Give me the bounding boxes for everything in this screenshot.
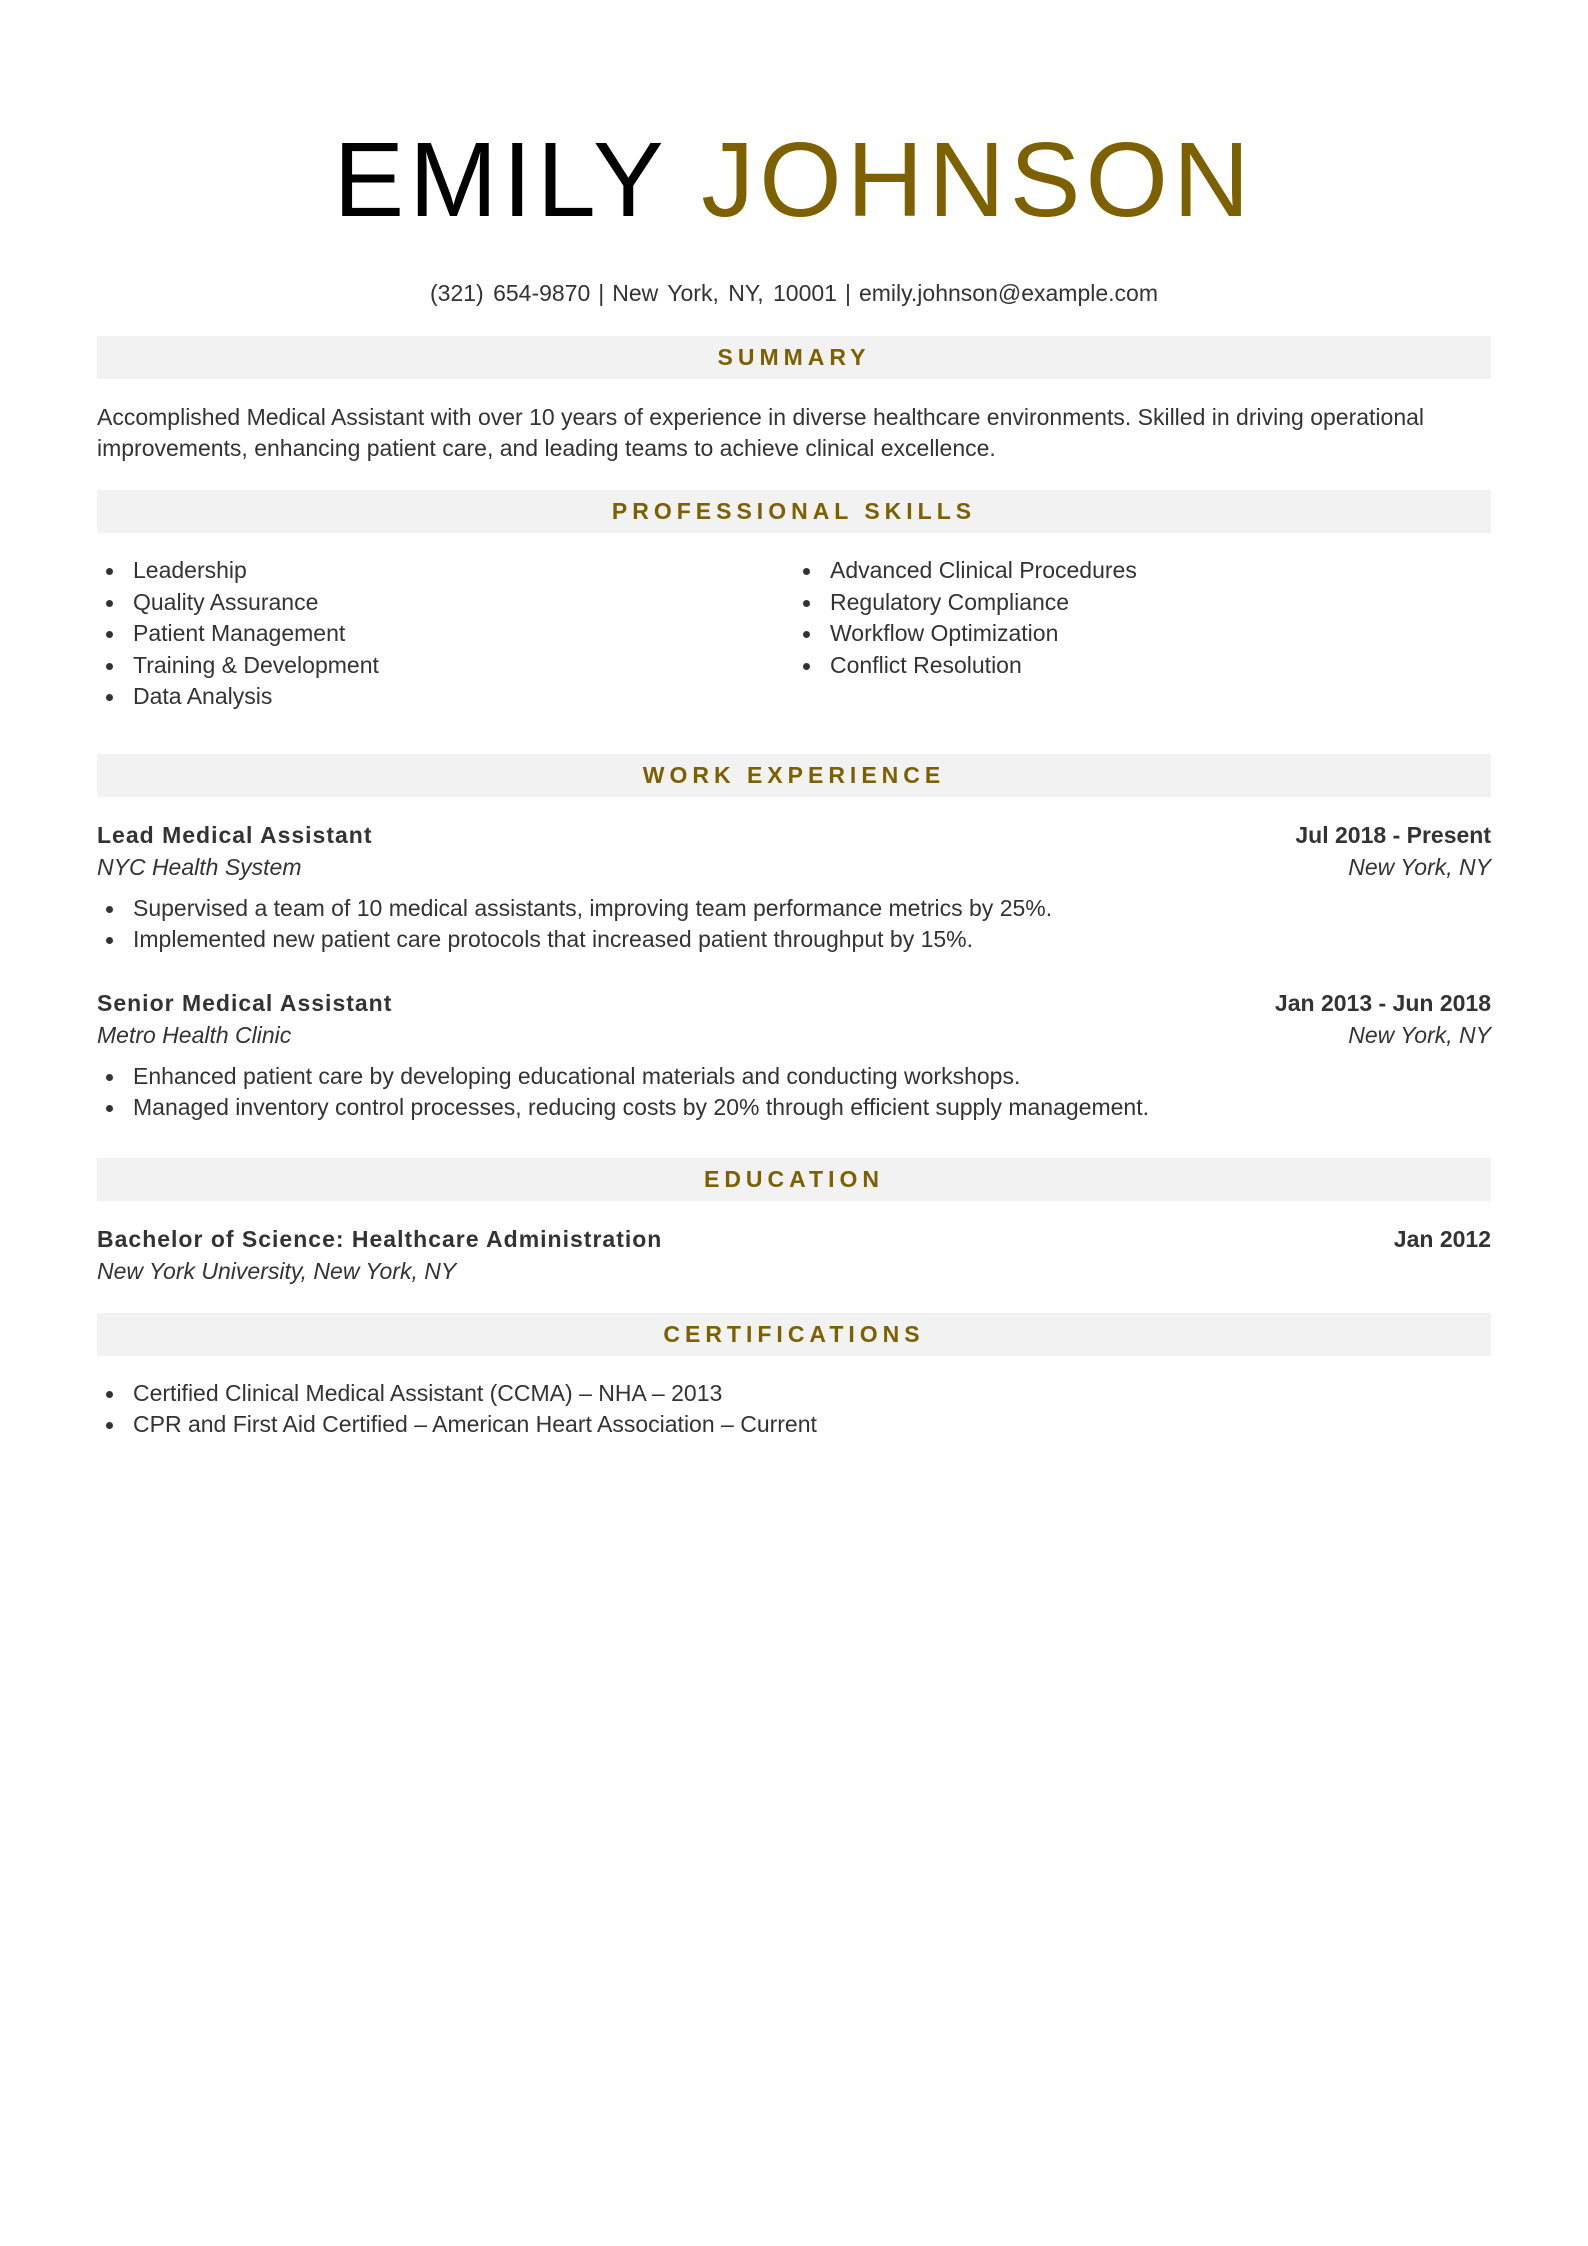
skill-item: Quality Assurance xyxy=(97,587,794,619)
skill-item: Advanced Clinical Procedures xyxy=(794,555,1491,587)
job-bullet: Implemented new patient care protocols that increased patient throughput by 15%. xyxy=(97,924,1491,956)
job-header-row xyxy=(97,819,1491,851)
job-org-row xyxy=(97,1019,1491,1051)
skills-heading: PROFESSIONAL SKILLS xyxy=(97,490,1491,533)
contact-separator: | xyxy=(844,280,851,306)
job-bullet: Managed inventory control processes, reducing costs by 20% through efficient supply management. xyxy=(97,1092,1491,1124)
skills-column-right xyxy=(794,555,1491,713)
skill-item: Data Analysis xyxy=(97,681,794,713)
contact-phone: (321) 654-9870 xyxy=(430,280,591,306)
education-entry xyxy=(97,1223,1491,1287)
candidate-name xyxy=(97,0,1491,240)
first-name: EMILY xyxy=(333,121,667,239)
summary-text: Accomplished Medical Assistant with over 10 years of experience in diverse healthcare environments. Skilled in driving operational improvements, enhancing patient care, and leading teams to achieve clinical excellence. xyxy=(97,404,1425,461)
job-dates: Jul 2018 - Present xyxy=(1295,821,1491,848)
contact-location: New York, NY, 10001 xyxy=(612,280,837,306)
job-bullets xyxy=(97,893,1491,956)
job-location: New York, NY xyxy=(1348,853,1491,880)
skills-column-left xyxy=(97,555,794,713)
certification-item: CPR and First Aid Certified – American Heart Association – Current xyxy=(97,1409,1491,1441)
contact-line xyxy=(97,278,1491,308)
job-entry xyxy=(97,987,1491,1124)
job-title: Senior Medical Assistant xyxy=(97,989,393,1016)
job-dates: Jan 2013 - Jun 2018 xyxy=(1274,989,1491,1016)
skill-item: Regulatory Compliance xyxy=(794,587,1491,619)
certifications-heading: CERTIFICATIONS xyxy=(97,1313,1491,1356)
education-degree: Bachelor of Science: Healthcare Administration xyxy=(97,1225,663,1252)
education-school: New York University, New York, NY xyxy=(97,1257,457,1284)
last-name: JOHNSON xyxy=(701,121,1255,239)
education-header-row xyxy=(97,1223,1491,1255)
certification-item: Certified Clinical Medical Assistant (CCMA) – NHA – 2013 xyxy=(97,1378,1491,1410)
job-location: New York, NY xyxy=(1348,1021,1491,1048)
job-bullets xyxy=(97,1061,1491,1124)
job-organization: Metro Health Clinic xyxy=(97,1021,292,1048)
job-organization: NYC Health System xyxy=(97,853,302,880)
job-title: Lead Medical Assistant xyxy=(97,821,373,848)
contact-separator: | xyxy=(598,280,605,306)
education-heading: EDUCATION xyxy=(97,1158,1491,1201)
work-experience-heading: WORK EXPERIENCE xyxy=(97,754,1491,797)
contact-email[interactable]: emily.johnson@example.com xyxy=(858,280,1158,306)
skill-item: Conflict Resolution xyxy=(794,650,1491,682)
education-date: Jan 2012 xyxy=(1393,1225,1491,1252)
job-bullet: Supervised a team of 10 medical assistants, improving team performance metrics by 25%. xyxy=(97,893,1491,925)
skill-item: Workflow Optimization xyxy=(794,618,1491,650)
job-header-row xyxy=(97,987,1491,1019)
job-entry xyxy=(97,819,1491,956)
summary-heading: SUMMARY xyxy=(97,336,1491,379)
job-bullet: Enhanced patient care by developing educational materials and conducting workshops. xyxy=(97,1061,1491,1093)
certifications-list xyxy=(97,1378,1491,1441)
skill-item: Training & Development xyxy=(97,650,794,682)
education-school-row xyxy=(97,1255,1491,1287)
job-org-row xyxy=(97,851,1491,883)
skill-item: Leadership xyxy=(97,555,794,587)
skill-item: Patient Management xyxy=(97,618,794,650)
skills-list xyxy=(97,555,1491,713)
